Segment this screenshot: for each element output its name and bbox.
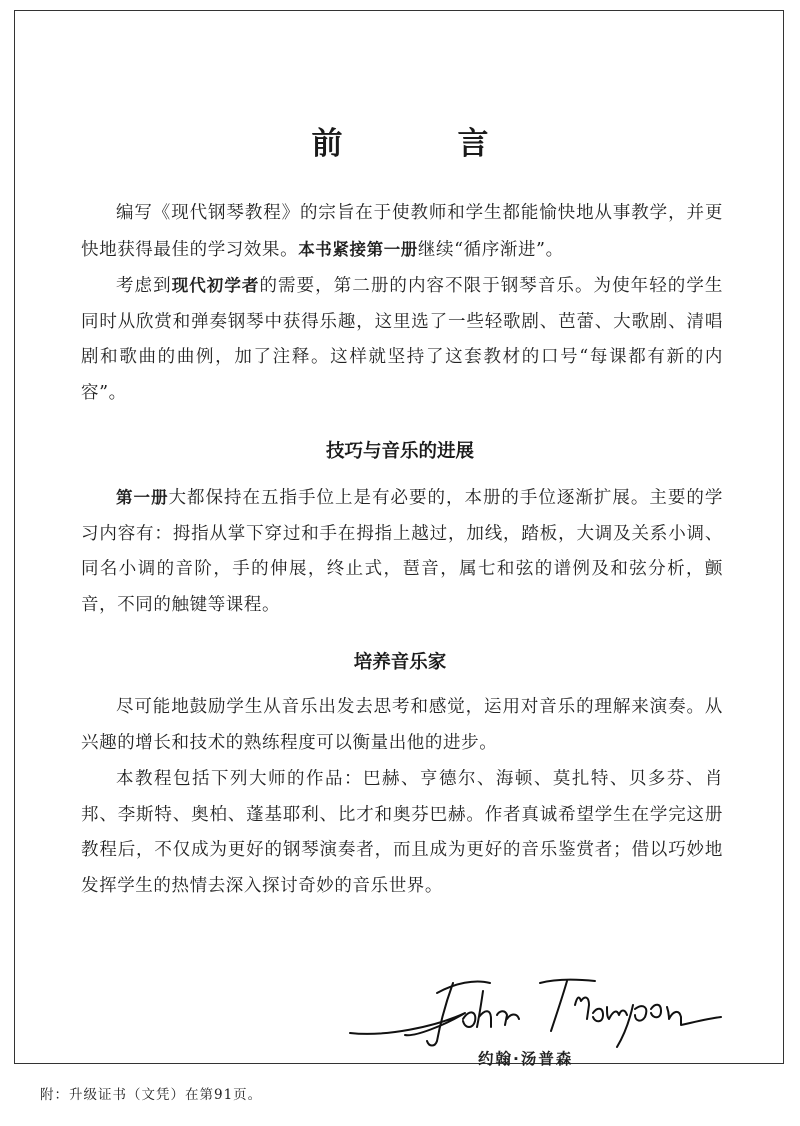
intro-p2-bold: 现代初学者 [171, 276, 260, 295]
intro-p2-text: 考虑到 [116, 276, 172, 296]
intro-p1-bold: 本书紧接第一册 [298, 239, 418, 259]
intro-p2-text-end: 的需要，第二册的内容不限于钢琴音乐。为使年轻的学生同时从欣赏和弹奏钢琴中获得乐趣，这里选了一些轻歌剧、芭蕾、大歌剧、清唱剧和歌曲的曲例，加了注释。这样就坚持了这套教材的口号“每课都有新的内容”。 [81, 276, 723, 403]
page-title: 前 言 [311, 126, 531, 162]
intro-paragraph-2 [81, 268, 723, 411]
handwritten-signature [345, 975, 725, 1050]
intro-p1-text-end: 继续“循序渐进”。 [417, 239, 564, 260]
technique-bold: 第一册 [116, 488, 169, 507]
footnote: 附：升级证书（文凭）在第91页。 [40, 1087, 263, 1103]
intro-p1-text: 编写《现代钢琴教程》的宗旨在于使教师和学生都能愉快地从事教学，并更快地获得最佳的学习效果。 [81, 203, 723, 260]
technique-paragraph [81, 480, 723, 623]
author-name: 约翰·汤普森 [478, 1050, 574, 1068]
intro-paragraph-1 [81, 196, 723, 268]
musician-paragraph-1: 尽可能地鼓励学生从音乐出发去思考和感觉，运用对音乐的理解来演奏。从兴趣的增长和技术的熟练程度可以衡量出他的进步。 [81, 697, 723, 753]
technique-text: 大都保持在五指手位上是有必要的，本册的手位逐渐扩展。主要的学习内容有：拇指从掌下穿过和手在拇指上越过，加线，踏板，大调及关系小调、同名小调的音阶，手的伸展，终止式，琶音，属七和弦的谱例及和弦分析，颤音，不同的触键等课程。 [81, 488, 723, 615]
section-heading-technique: 技巧与音乐的进展 [325, 441, 474, 462]
section-heading-musician: 培养音乐家 [353, 652, 447, 673]
musician-paragraph-2: 本教程包括下列大师的作品：巴赫、亨德尔、海顿、莫扎特、贝多芬、肖邦、李斯特、奥柏、蓬基耶利、比才和奥芬巴赫。作者真诚希望学生在学完这册教程后，不仅成为更好的钢琴演奏者，而且成为更好的音乐鉴赏者；借以巧妙地发挥学生的热情去深入探讨奇妙的音乐世界。 [81, 769, 723, 896]
